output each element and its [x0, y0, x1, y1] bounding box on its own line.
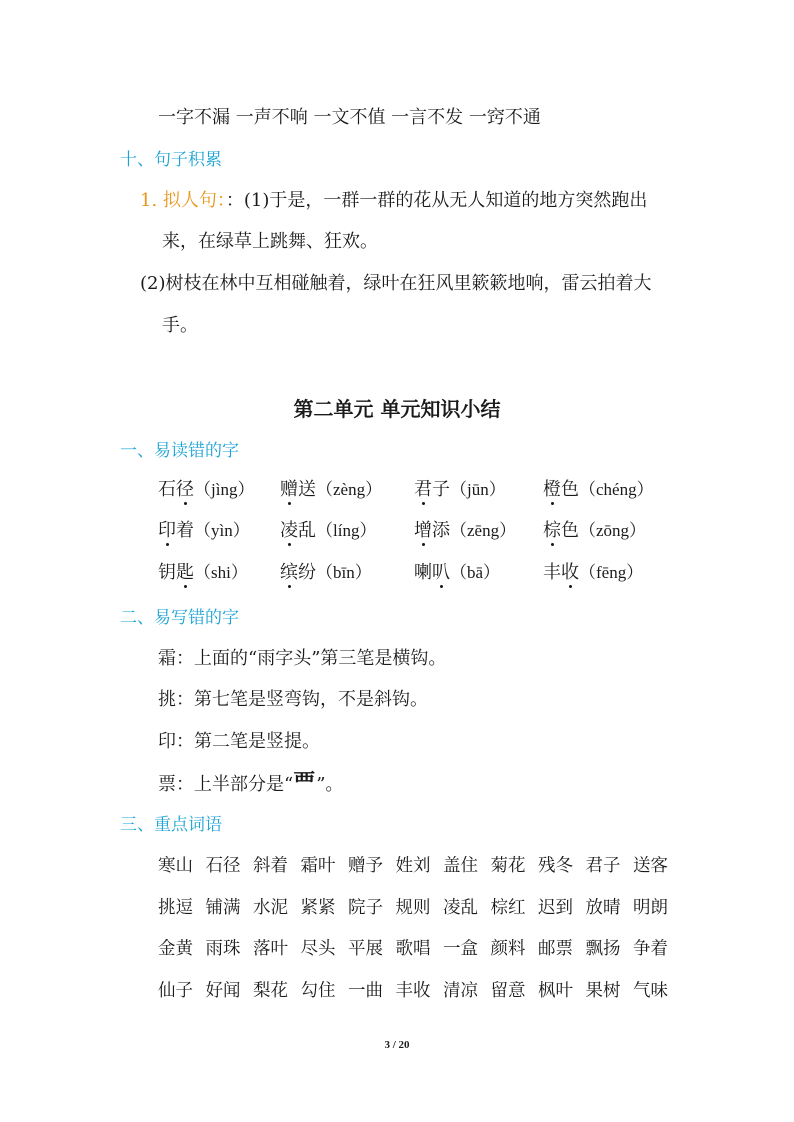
miswritten-line-2: 挑：第七笔是竖弯钩，不是斜钩。: [158, 689, 428, 710]
miswritten-line-3: 印：第二笔是竖提。: [158, 731, 320, 752]
key-word: 迟到: [538, 898, 573, 918]
key-word: 尽头: [300, 939, 336, 959]
idiom-line: 一字不漏 一声不响 一文不值 一言不发 一窍不通: [158, 107, 541, 128]
section-heading-sentences: 十、句子积累: [120, 150, 222, 170]
miswritten-line-1: 霜：上面的“雨字头”第三笔是横钩。: [158, 648, 447, 669]
key-word: 铺满: [205, 898, 241, 918]
key-word: 放晴: [585, 898, 621, 918]
misread-char-item: [158, 561, 248, 585]
key-word: 飘扬: [585, 939, 621, 959]
key-words-row: [158, 937, 668, 961]
pinyin: （bā）: [450, 563, 501, 582]
personification-text-1a: ：(1)于是，一群一群的花从无人知道的地方突然跑出: [225, 190, 648, 211]
key-word: 石径: [205, 856, 241, 876]
dotted-char: 收: [561, 562, 579, 583]
personification-label: 1. 拟人句：: [140, 190, 226, 211]
pinyin: （yìn）: [194, 521, 250, 540]
key-word: 院子: [348, 898, 383, 918]
dotted-char: 缤: [280, 562, 298, 583]
key-word: 一盒: [443, 939, 478, 959]
key-words-row: [158, 854, 668, 878]
key-word: 仙子: [158, 981, 193, 1001]
key-word: 留意: [490, 981, 526, 1001]
section-heading-miswritten: 二、易写错的字: [120, 608, 239, 628]
key-word: 霜叶: [300, 856, 336, 876]
key-word: 棕红: [490, 898, 526, 918]
dotted-char: 径: [176, 479, 194, 500]
miswritten-4-prefix: 票：上半部分是“: [158, 774, 294, 795]
misread-char-item: [280, 561, 372, 585]
key-word: 颜料: [490, 939, 526, 959]
key-word: 赠予: [348, 856, 383, 876]
key-word: 菊花: [490, 856, 526, 876]
dotted-char: 君: [414, 479, 432, 500]
key-word: 勾住: [300, 981, 336, 1001]
key-word: 梨花: [253, 981, 288, 1001]
key-word: 果树: [585, 981, 621, 1001]
personification-line-4: 手。: [162, 315, 198, 336]
key-word: 好闻: [205, 981, 241, 1001]
misread-char-item: [280, 519, 376, 543]
key-word: 挑逗: [158, 898, 193, 918]
misread-char-item: [543, 561, 643, 585]
key-word: 邮票: [538, 939, 573, 959]
char: 子: [432, 479, 450, 500]
key-word: 争着: [633, 939, 668, 959]
pinyin: （fēng）: [579, 563, 644, 582]
personification-line-1: [140, 189, 647, 213]
pinyin: （zōng）: [579, 521, 647, 540]
key-word: 落叶: [253, 939, 288, 959]
pinyin: （shi）: [194, 563, 248, 582]
key-words-row: [158, 896, 668, 920]
misread-char-item: [280, 478, 382, 502]
key-word: 金黄: [158, 939, 193, 959]
key-word: 明朗: [633, 898, 668, 918]
key-word: 寒山: [158, 856, 193, 876]
pinyin: （zēng）: [450, 521, 517, 540]
key-word: 姓刘: [395, 856, 431, 876]
personification-line-3: (2)树枝在林中互相碰触着，绿叶在狂风里簌簌地响，雷云拍着大: [140, 273, 652, 294]
char: 石: [158, 479, 176, 500]
miswritten-4-suffix: ”。: [316, 774, 344, 795]
key-word: 斜着: [253, 856, 288, 876]
misread-char-item: [543, 478, 654, 502]
pinyin: （bīn）: [316, 563, 372, 582]
section-heading-misread: 一、易读错的字: [120, 441, 239, 461]
dotted-char: 匙: [176, 562, 194, 583]
miswritten-line-4: [158, 771, 343, 797]
key-word: 气味: [633, 981, 668, 1001]
key-word: 君子: [585, 856, 621, 876]
dotted-char: 增: [414, 520, 432, 541]
misread-char-item: [414, 519, 516, 543]
key-word: 凌乱: [443, 898, 478, 918]
char: 纷: [298, 562, 316, 583]
dotted-char: 棕: [543, 520, 561, 541]
dotted-char: 印: [158, 520, 176, 541]
misread-char-item: [543, 519, 646, 543]
key-word: 丰收: [395, 981, 431, 1001]
key-word: 雨珠: [205, 939, 241, 959]
dotted-char: 赠: [280, 479, 298, 500]
char: 添: [432, 520, 450, 541]
char: 喇: [414, 562, 432, 583]
key-word: 平展: [348, 939, 383, 959]
key-word: 规则: [395, 898, 431, 918]
misread-char-item: [414, 478, 506, 502]
pinyin: （zèng）: [316, 480, 383, 499]
key-words-row: [158, 979, 668, 1003]
section-heading-key-words: 三、重点词语: [120, 815, 222, 835]
misread-char-item: [414, 561, 500, 585]
pinyin: （chéng）: [579, 480, 654, 499]
misread-char-item: [158, 478, 254, 502]
pinyin: （jìng）: [194, 480, 255, 499]
key-word: 一曲: [348, 981, 383, 1001]
dotted-char: 凌: [280, 520, 298, 541]
radical-glyph: 覀: [293, 770, 317, 796]
key-word: 清凉: [443, 981, 478, 1001]
char: 色: [561, 520, 579, 541]
page-number: 3 / 20: [384, 1039, 410, 1051]
key-word: 残冬: [538, 856, 573, 876]
pinyin: （jūn）: [450, 480, 506, 499]
char: 色: [561, 479, 579, 500]
char: 着: [176, 520, 194, 541]
char: 丰: [543, 562, 561, 583]
key-word: 紧紧: [300, 898, 336, 918]
key-word: 送客: [633, 856, 668, 876]
char: 乱: [298, 520, 316, 541]
dotted-char: 橙: [543, 479, 561, 500]
key-word: 盖住: [443, 856, 478, 876]
misread-char-item: [158, 519, 250, 543]
key-word: 歌唱: [395, 939, 431, 959]
key-word: 水泥: [253, 898, 288, 918]
char: 钥: [158, 562, 176, 583]
key-word: 枫叶: [538, 981, 573, 1001]
char: 送: [298, 479, 316, 500]
dotted-char: 叭: [432, 562, 450, 583]
pinyin: （líng）: [316, 521, 377, 540]
unit-title: 第二单元 单元知识小结: [293, 397, 501, 421]
personification-line-2: 来，在绿草上跳舞、狂欢。: [162, 231, 378, 252]
